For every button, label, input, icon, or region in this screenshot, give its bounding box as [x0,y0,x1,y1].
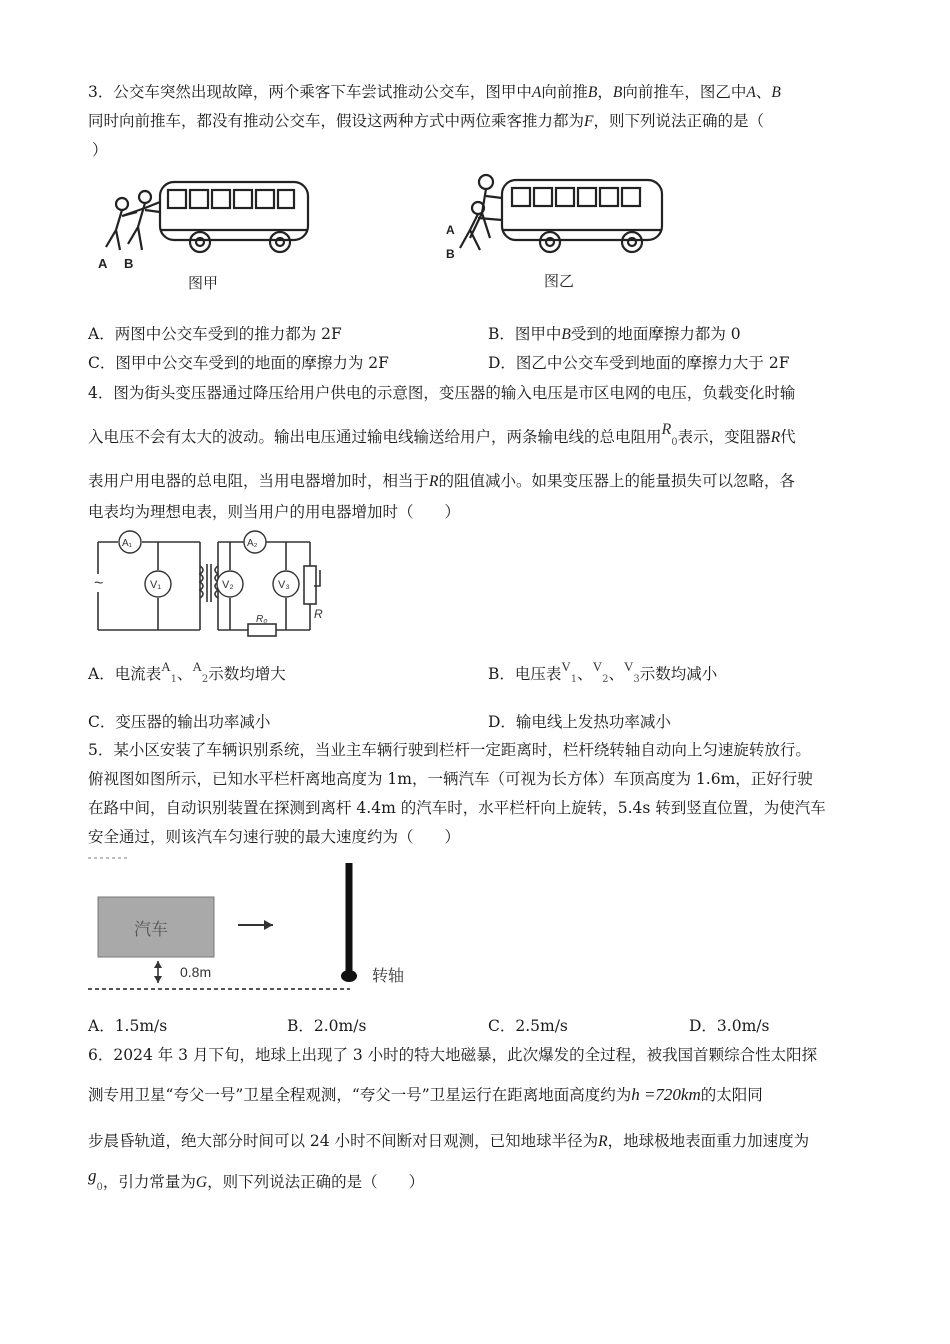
person-b-label: B [124,256,134,271]
q3-option-b[interactable]: B．图甲中B受到的地面摩擦力都为 0 [488,325,741,343]
q3-option-c[interactable]: C．图甲中公交车受到的地面的摩擦力为 2F [88,354,389,372]
q5-option-d[interactable]: D．3.0m/s [689,1017,770,1035]
car-label: 汽车 [134,920,168,939]
q5-option-a[interactable]: A．1.5m/s [88,1017,168,1035]
q3-stem: 3．公交车突然出现故障，两个乘客下车尝试推动公交车，图甲中A向前推B，B向前推车，图乙中A、B 同时向前推车，都没有推动公交车，假设这两种方式中两位乘客推力都为F，则下列说法正确的是（ ） [88,83,781,159]
arrow-icon [264,920,273,930]
transformer-circuit [88,526,328,638]
q4-options-row1 [88,659,868,690]
person-a-label-yi: A [446,223,455,237]
v1-label: V₁ [150,579,162,591]
q4-option-a[interactable]: A．电流表$^A_1$、$^A_2$示数均增大 [88,659,286,685]
q5-stem: 5．某小区安装了车辆识别系统，当业主车辆行驶到栏杆一定距离时，栏杆绕转轴自动向上匀速旋转放行。 俯视图如图所示，已知水平栏杆离地高度为 1m，一辆汽车（可视为长方体）车顶高度为 1.6m，正好行驶 在路中间，自动识别装置在探测到离杆 4.4m 的汽车时，水平栏杆向上旋转，5.4s 转到竖直位置，为使汽车 安全通过，则该汽车匀速行驶的最大速度约为（ ） [88,741,826,846]
v2-label: V₂ [222,579,234,591]
v3-label: V₃ [278,579,290,591]
bus-figure-yi [440,168,680,298]
distance-label: 0.8m [180,964,212,980]
q3-option-d[interactable]: D．图乙中公交车受到地面的摩擦力大于 2F [488,354,790,372]
q4-stem: 4．图为街头变压器通过降压给用户供电的示意图，变压器的输入电压是市区电网的电压，负载变化时输 入电压不会有太大的波动。输出电压通过输电线输送给用户，两条输电线的总电阻用$R_0$表示，变阻器R代 表用户用电器的总电阻，当用电器增加时，相当于R的阻值减小。如果变压器上的能量损失可以忽略，各 电表均为理想电表，则当用户的用电器增加时（ ） [88,384,796,521]
q4-option-c[interactable]: C．变压器的输出功率减小 [88,713,271,731]
car-barrier-figure [88,855,433,1005]
q5-option-b[interactable]: B．2.0m/s [287,1017,367,1035]
r-label: R [314,607,323,621]
fig-jia-caption: 图甲 [188,275,219,292]
q5-option-c[interactable]: C．2.5m/s [488,1017,568,1035]
person-b-label-yi: B [446,247,455,261]
a1-label: A₁ [122,538,133,549]
q5-options-row [88,1014,868,1042]
q6-stem: 6．2024 年 3 月下旬，地球上出现了 3 小时的特大地磁暴，此次爆发的全过程，被我国首颗综合性太阳探 测专用卫星“夸父一号”卫星全程观测，“夸父一号”卫星运行在距离地面高度约为h =720km的太阳同 步晨昏轨道，绝大部分时间可以 24 小时不间断对日观测，已知地球半径为R，地球极地表面重力加速度为 $g_0$，引力常量为G，则下列说法正确的是（ ） [88,1046,818,1193]
person-a-label: A [98,256,108,271]
q3-options-row2 [88,351,868,379]
fig-yi-caption: 图乙 [544,273,575,290]
r0-label: R₀ [256,614,268,625]
pivot-axis [341,970,357,982]
q4-options-row2 [88,710,868,738]
bus-figure-jia [90,172,320,297]
q4-option-d[interactable]: D．输电线上发热功率减小 [488,713,671,731]
ac-source-symbol: ~ [94,575,104,592]
q3-option-a[interactable]: A．两图中公交车受到的推力都为 2F [88,325,342,343]
q3-options-row1 [88,322,868,350]
a2-label: A₂ [247,538,258,549]
q4-option-b[interactable]: B．电压表$^V_1$、$^V_2$、$^V_3$示数均减小 [488,659,718,685]
axis-label: 转轴 [372,968,405,985]
